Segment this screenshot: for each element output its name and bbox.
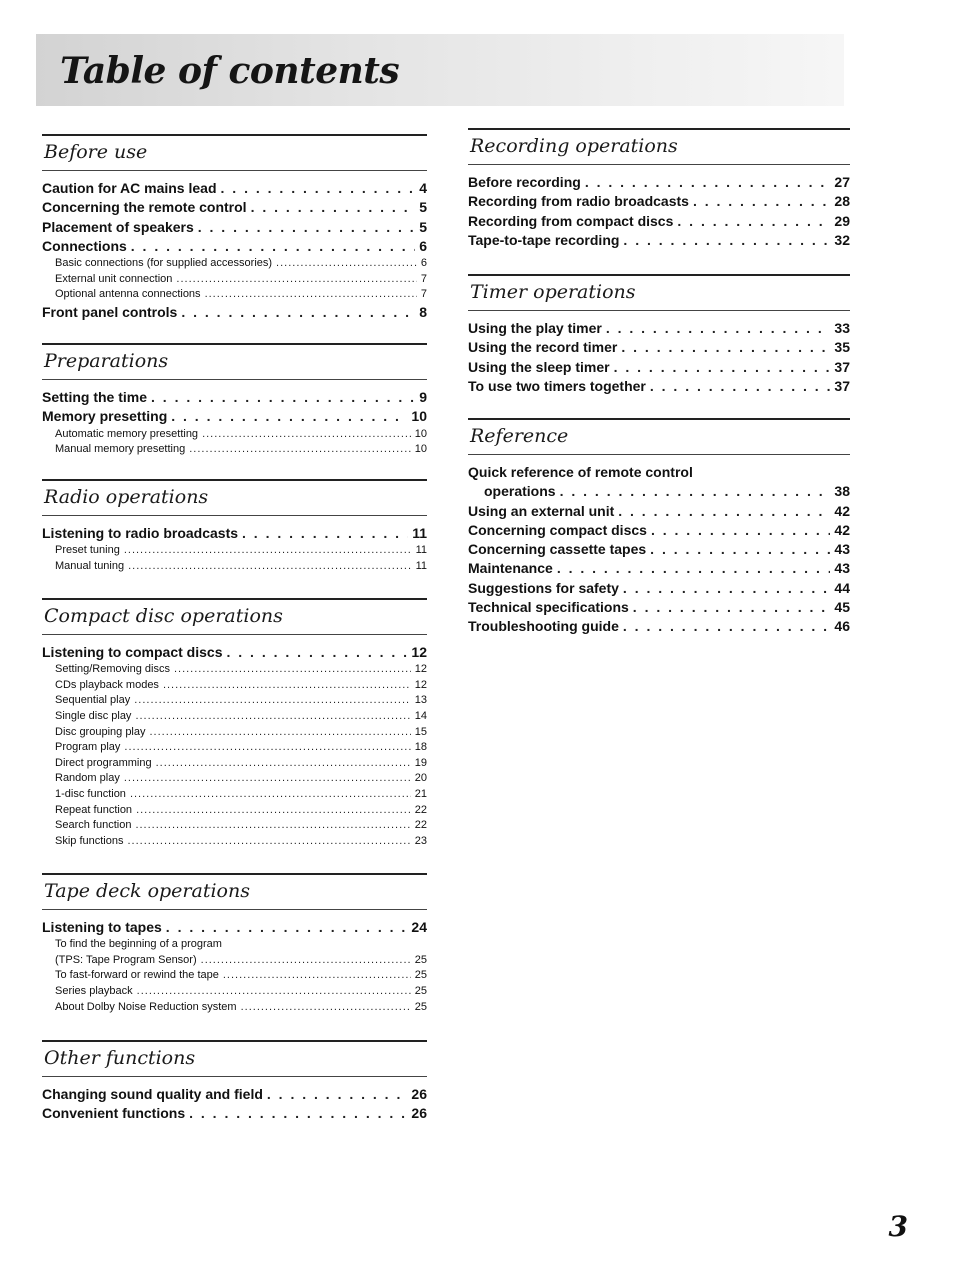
toc-entry-sleep-timer[interactable]: Using the sleep timer . . . 37 — [468, 358, 850, 377]
toc-subentry-manual-tuning[interactable]: Manual tuning ..... 11 — [42, 559, 427, 575]
toc-subentry-external-unit[interactable]: External unit connection ..... 7 — [42, 272, 427, 288]
section-heading — [468, 128, 850, 165]
toc-entry-speakers[interactable]: Placement of speakers . . . 5 — [42, 218, 427, 237]
toc-entry-quick-reference[interactable]: Quick reference of remote control — [468, 464, 693, 480]
toc-subentry-single-disc[interactable]: Single disc play ..... 14 — [42, 709, 427, 725]
section-other-functions — [42, 1040, 427, 1124]
section-heading — [42, 873, 427, 910]
toc-subentry-tps[interactable]: (TPS: Tape Program Sensor) ..... 25 — [42, 953, 427, 969]
section-title: Reference — [470, 425, 569, 447]
toc-entry-troubleshooting[interactable]: Troubleshooting guide . . . 46 — [468, 617, 850, 636]
toc-entry-maintenance[interactable]: Maintenance . . . 43 — [468, 559, 850, 578]
toc-subentry-one-disc[interactable]: 1-disc function ..... 21 — [42, 787, 427, 803]
toc-subentry-disc-grouping[interactable]: Disc grouping play ..... 15 — [42, 725, 427, 741]
toc-entry-record-timer[interactable]: Using the record timer . . . 35 — [468, 338, 850, 357]
section-title: Other functions — [44, 1047, 196, 1069]
section-tape-deck — [42, 873, 427, 1015]
section-heading — [468, 274, 850, 311]
toc-entry-listening-cd[interactable]: Listening to compact discs . . . 12 — [42, 643, 427, 662]
section-heading — [42, 1040, 427, 1077]
toc-entry-play-timer[interactable]: Using the play timer . . . 33 — [468, 319, 850, 338]
toc-entry-operations[interactable]: operations . . . 38 — [468, 482, 850, 501]
toc-entry-connections[interactable]: Connections . . . 6 — [42, 237, 427, 256]
section-title: Tape deck operations — [44, 880, 250, 902]
section-compact-disc — [42, 598, 427, 849]
section-radio — [42, 479, 427, 574]
section-title: Timer operations — [470, 281, 636, 303]
toc-entry-remote-control[interactable]: Concerning the remote control . . . 5 — [42, 198, 427, 217]
toc-subentry-manual-memory[interactable]: Manual memory presetting ..... 10 — [42, 442, 427, 458]
toc-subentry-program-play[interactable]: Program play ..... 18 — [42, 740, 427, 756]
toc-subentry-basic-connections[interactable]: Basic connections (for supplied accessories) ..... 6 — [42, 256, 427, 272]
section-heading — [42, 134, 427, 171]
toc-entry-convenient-functions[interactable]: Convenient functions . . . 26 — [42, 1104, 427, 1123]
toc-subentry-auto-memory[interactable]: Automatic memory presetting ..... 10 — [42, 427, 427, 443]
toc-entry-setting-time[interactable]: Setting the time . . . 9 — [42, 388, 427, 407]
toc-subentry-fast-forward[interactable]: To fast-forward or rewind the tape ..... 25 — [42, 968, 427, 984]
section-recording — [468, 128, 850, 250]
toc-entry-cassette-tapes[interactable]: Concerning cassette tapes . . . 43 — [468, 540, 850, 559]
toc-subentry-playback-modes[interactable]: CDs playback modes ..... 12 — [42, 678, 427, 694]
toc-subentry-preset-tuning[interactable]: Preset tuning ..... 11 — [42, 543, 427, 559]
toc-subentry-random-play[interactable]: Random play ..... 20 — [42, 771, 427, 787]
section-before-use — [42, 134, 427, 322]
section-title: Before use — [44, 141, 148, 163]
toc-entry-sound-quality[interactable]: Changing sound quality and field . . . 26 — [42, 1085, 427, 1104]
toc-subentry-skip[interactable]: Skip functions ..... 23 — [42, 834, 427, 850]
page-title: Table of contents — [60, 50, 400, 92]
section-preparations — [42, 343, 427, 458]
section-timer — [468, 274, 850, 396]
toc-entry-caution-ac[interactable]: Caution for AC mains lead . . . 4 — [42, 179, 427, 198]
section-heading — [42, 479, 427, 516]
page-number: 3 — [888, 1210, 908, 1243]
toc-subentry-dolby[interactable]: About Dolby Noise Reduction system ..... 25 — [42, 1000, 427, 1016]
toc-subentry-series-playback[interactable]: Series playback ..... 25 — [42, 984, 427, 1000]
toc-entry-front-panel[interactable]: Front panel controls . . . 8 — [42, 303, 427, 322]
section-reference — [468, 418, 850, 637]
section-title: Compact disc operations — [44, 605, 283, 627]
toc-subentry-direct-programming[interactable]: Direct programming ..... 19 — [42, 756, 427, 772]
toc-subentry-setting-discs[interactable]: Setting/Removing discs ..... 12 — [42, 662, 427, 678]
toc-entry-two-timers[interactable]: To use two timers together . . . 37 — [468, 377, 850, 396]
toc-subentry-search[interactable]: Search function ..... 22 — [42, 818, 427, 834]
toc-subentry-repeat[interactable]: Repeat function ..... 22 — [42, 803, 427, 819]
toc-entry-safety[interactable]: Suggestions for safety . . . 44 — [468, 579, 850, 598]
section-heading — [468, 418, 850, 455]
toc-entry-concerning-cd[interactable]: Concerning compact discs . . . 42 — [468, 521, 850, 540]
section-title: Radio operations — [44, 486, 209, 508]
section-title: Preparations — [44, 350, 169, 372]
toc-entry-before-recording[interactable]: Before recording . . . 27 — [468, 173, 850, 192]
toc-entry-specifications[interactable]: Technical specifications . . . 45 — [468, 598, 850, 617]
toc-subentry-find-beginning[interactable]: To find the beginning of a program — [55, 938, 222, 951]
toc-entry-external-unit[interactable]: Using an external unit . . . 42 — [468, 502, 850, 521]
toc-entry-recording-cd[interactable]: Recording from compact discs . . . 29 — [468, 212, 850, 231]
toc-entry-memory-presetting[interactable]: Memory presetting . . . 10 — [42, 407, 427, 426]
toc-entry-tape-to-tape[interactable]: Tape-to-tape recording . . . 32 — [468, 231, 850, 250]
toc-entry-recording-radio[interactable]: Recording from radio broadcasts . . . 28 — [468, 192, 850, 211]
toc-entry-radio-broadcasts[interactable]: Listening to radio broadcasts . . . 11 — [42, 524, 427, 543]
section-heading — [42, 343, 427, 380]
toc-subentry-antenna[interactable]: Optional antenna connections ..... 7 — [42, 287, 427, 303]
toc-entry-listening-tapes[interactable]: Listening to tapes . . . 24 — [42, 918, 427, 937]
toc-subentry-sequential-play[interactable]: Sequential play ..... 13 — [42, 693, 427, 709]
section-heading — [42, 598, 427, 635]
section-title: Recording operations — [470, 135, 678, 157]
